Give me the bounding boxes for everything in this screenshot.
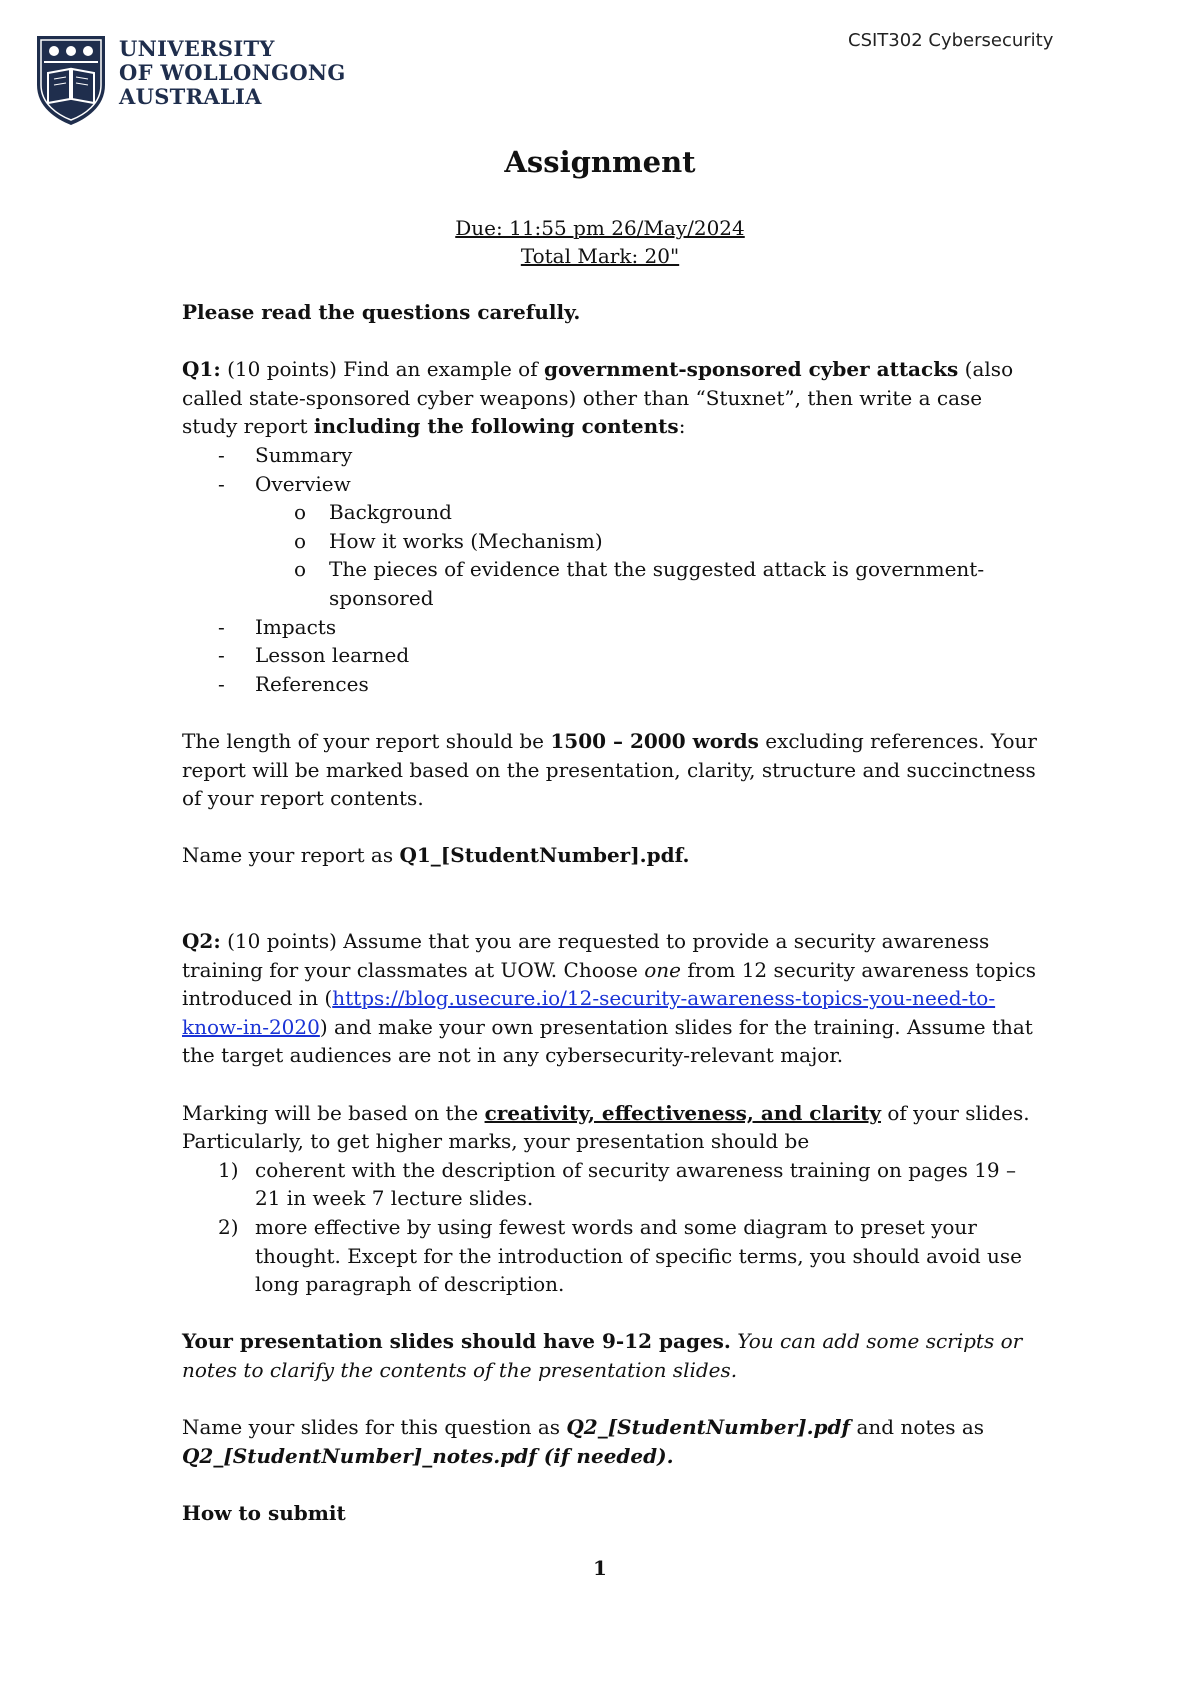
university-logo xyxy=(34,33,354,129)
due-date: Due: 11:55 pm 26/May/2024 xyxy=(455,216,745,240)
q2-criteria-list xyxy=(182,1156,1042,1299)
due-block xyxy=(0,214,1200,270)
list-item: o How it works (Mechanism) xyxy=(182,527,1042,556)
intro-text: Please read the questions carefully. xyxy=(182,300,581,324)
q1-contents-list xyxy=(182,441,1042,698)
overview-sublist xyxy=(255,498,1042,612)
page-title: Assignment xyxy=(504,145,696,179)
list-item: - References xyxy=(182,670,1042,699)
list-item: - Summary xyxy=(182,441,1042,470)
q1-paragraph: Q1: (10 points) Find an example of government-sponsored cyber attacks (also called state-sponsored cyber weapons) other than “Stuxnet”, then write a case study report including the following contents: xyxy=(182,357,1014,439)
list-item: 2) more effective by using fewest words and some diagram to preset your thought. Except for the introduction of specific terms, you should avoid use long paragraph of description. xyxy=(218,1215,1022,1297)
crest-icon xyxy=(34,33,108,127)
list-item: - Overview o Background o How it works (Mechanism) o The pieces of evidence that the suggested attack is government-sponsored xyxy=(182,470,1042,613)
list-item: - Lesson learned xyxy=(182,641,1042,670)
page-number: 1 xyxy=(593,1556,607,1580)
q1-length-paragraph: The length of your report should be 1500 – 2000 words excluding references. Your report will be marked based on the presentation, clarity, structure and succinctness of your report contents. xyxy=(182,728,1037,811)
how-to-submit-heading: How to submit xyxy=(182,1500,346,1525)
course-code: CSIT302 Cybersecurity xyxy=(848,30,1054,51)
q2-filename-paragraph: Name your slides for this question as Q2_[StudentNumber].pdf and notes as Q2_[StudentNumber]_notes.pdf (if needed). xyxy=(182,1415,985,1468)
list-item: o The pieces of evidence that the suggested attack is government-sponsored xyxy=(182,555,1042,612)
q2-paragraph: Q2: (10 points) Assume that you are requested to provide a security awareness training for your classmates at UOW. Choose one from 12 security awareness topics introduced in (https://blog.usecure.io/12-security-awareness-topics-you-need-to-know-in-2020) and make your own presentation slides for the training. Assume that the target audiences are not in any cybersecurity-relevant major. xyxy=(182,929,1037,1068)
document-body xyxy=(182,298,1042,1528)
q2-marking-paragraph: Marking will be based on the creativity, effectiveness, and clarity of your slides. Particularly, to get higher marks, your presentation should be xyxy=(182,1100,1030,1154)
list-item: - Impacts xyxy=(182,613,1042,642)
list-item: 1) coherent with the description of security awareness training on pages 19 – 21 in week 7 lecture slides. xyxy=(218,1157,1017,1211)
university-name: UNIVERSITY OF WOLLONGONG AUSTRALIA xyxy=(119,36,346,109)
total-mark: Total Mark: 20" xyxy=(520,244,680,268)
list-item: o Background xyxy=(182,498,1042,527)
q1-filename-paragraph: Name your report as Q1_[StudentNumber].pdf. xyxy=(182,843,690,868)
topics-link[interactable]: https://blog.usecure.io/12-security-awareness-topics-you-need-to-know-in-2020 xyxy=(182,986,996,1039)
q2-pages-paragraph: Your presentation slides should have 9-12 pages. You can add some scripts or notes to clarify the contents of the presentation slides. xyxy=(182,1329,1023,1382)
